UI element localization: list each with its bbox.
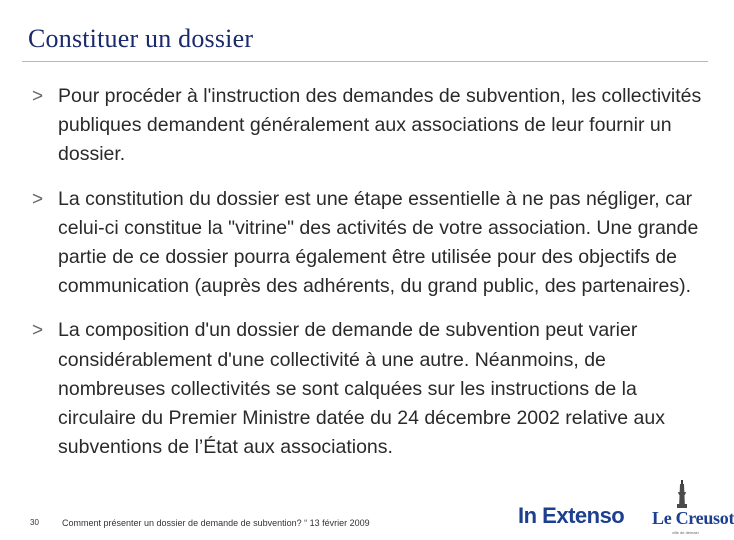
bullet-item xyxy=(32,185,704,302)
bullet-item xyxy=(32,316,704,462)
bullet-marker: > xyxy=(32,320,44,342)
bullet-item xyxy=(32,82,704,170)
page-number: 30 xyxy=(30,518,39,527)
footer-caption: Comment présenter un dossier de demande de subvention? “ 13 février 2009 xyxy=(62,518,370,528)
bullet-text: La constitution du dossier est une étape essentielle à ne pas négliger, car celui-ci constitue la "vitrine" des activités de votre association. Une grande partie de ce dossier pourra également être utilisée pour des objectifs de communication (auprès des adhérents, du grand public, des partenaires). xyxy=(58,187,699,298)
in-extenso-logo: In Extenso xyxy=(518,503,625,528)
tower-icon xyxy=(676,480,688,510)
title-divider xyxy=(22,61,708,62)
bullet-text: La composition d'un dossier de demande de subvention peut varier considérablement d'une collectivité à une autre. Néanmoins, de nombreuses collectivités se sont calquées sur les instructions de la circulaire du Premier Ministre datée du 24 décembre 2002 relative aux subventions de l’État aux associations. xyxy=(58,319,665,459)
le-creusot-tagline: ville de demain xyxy=(672,530,699,535)
slide-title: Constituer un dossier xyxy=(28,24,254,53)
bullet-text: Pour procéder à l'instruction des demandes de subvention, les collectivités publiques demandent généralement aux associations de leur fournir un dossier. xyxy=(58,85,702,166)
bullet-marker: > xyxy=(32,188,44,210)
bullet-marker: > xyxy=(32,86,44,107)
le-creusot-name: Le Creusot xyxy=(652,508,734,528)
bullet-list xyxy=(32,82,704,462)
le-creusot-logo xyxy=(650,480,734,536)
